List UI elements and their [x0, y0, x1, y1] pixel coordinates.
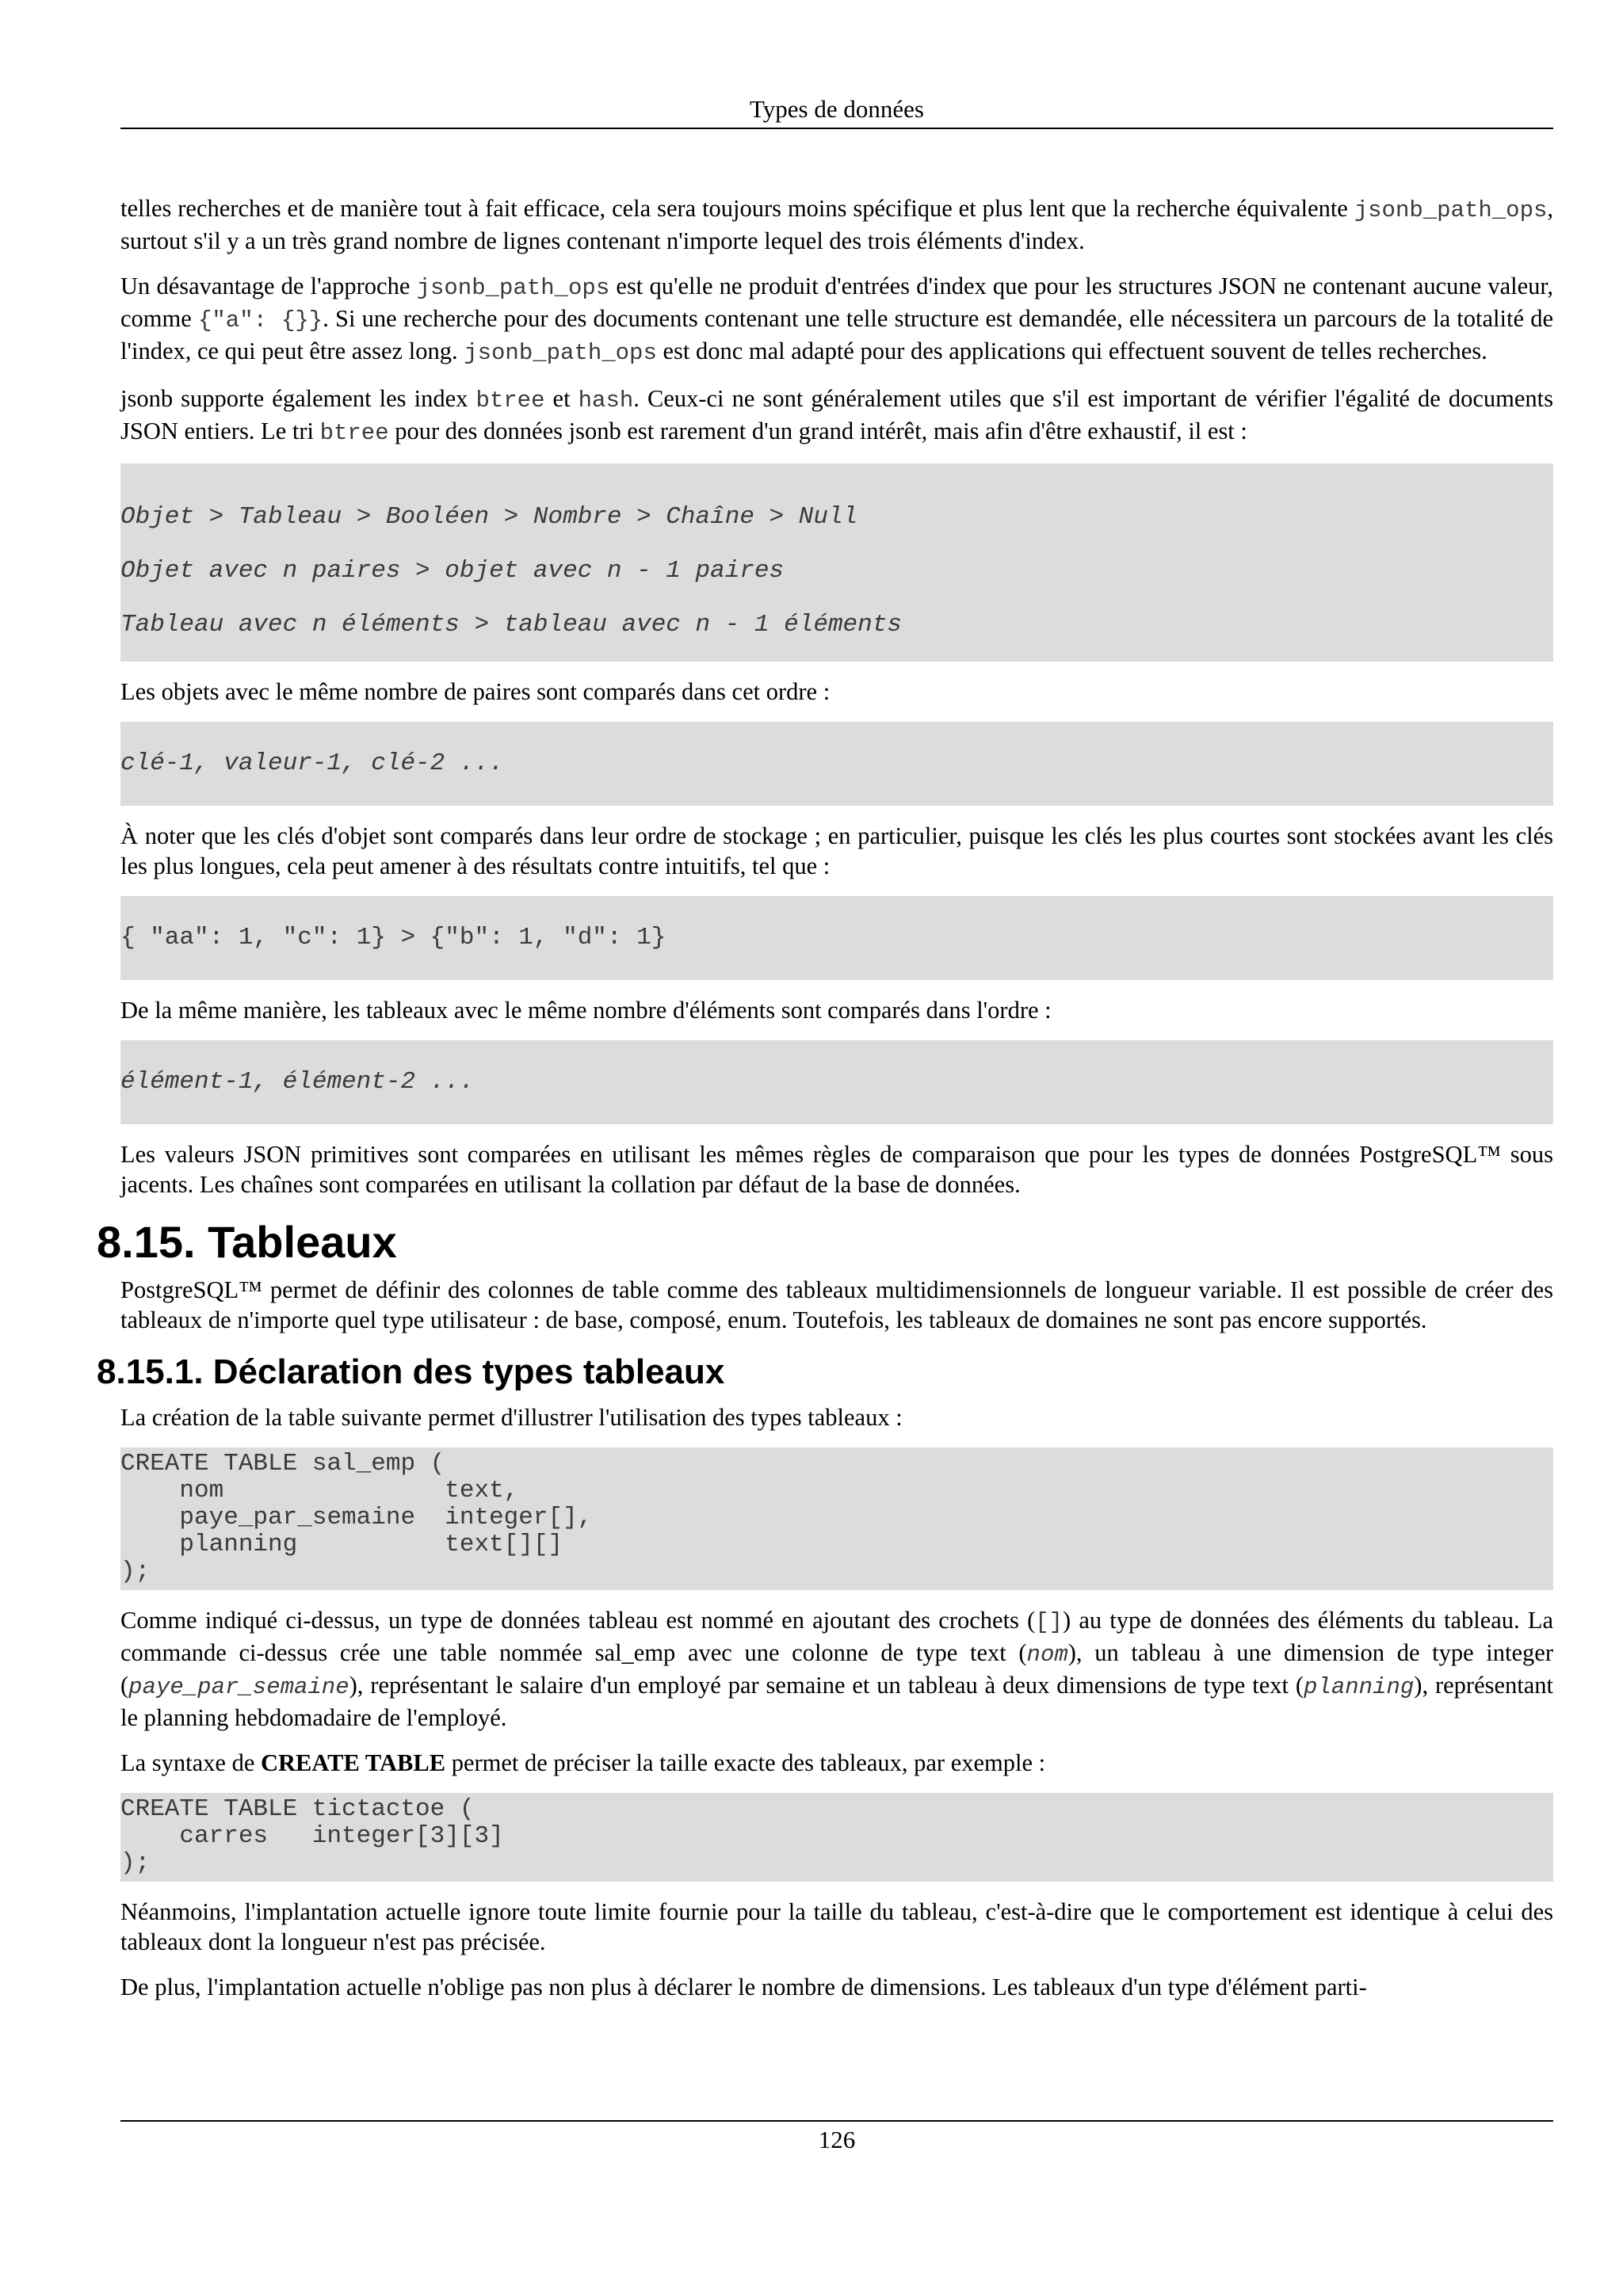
- paragraph-create-table-syntax: La syntaxe de CREATE TABLE permet de préciser la taille exacte des tableaux, par exemple :: [120, 1749, 1046, 1776]
- object-comparison-example: [120, 896, 1553, 980]
- code-block-tictactoe: CREATE TABLE tictactoe ( carres integer[3][3] );: [120, 1793, 1553, 1882]
- paragraph-create-table-intro: La création de la table suivante permet d'illustrer l'utilisation des types tableaux :: [120, 1404, 903, 1431]
- paragraph-array-type-naming: Comme indiqué ci-dessus, un type de données tableau est nommé en ajoutant des crochets ([]) au type de données des éléments du tableau. La commande ci-dessus crée une table nommée sal_emp avec une colonne de type text (nom), un tableau à une dimension de type integer (paye_par_semaine), représentant le salaire d'un employé par semaine et un tableau à deux dimensions de type text (planning), représentant le planning hebdomadaire de l'employé.: [120, 1607, 1553, 1731]
- paragraph-arrays-intro: PostgreSQL™ permet de définir des colonnes de table comme des tableaux multidimensionnels de longueur variable. Il est possible de créer des tableaux de n'importe quel type utilisateur : de base, composé, enum. Toutefois, les tableaux de domaines ne sont pas encore supportés.: [120, 1276, 1553, 1333]
- paragraph-btree-hash: jsonb supporte également les index btree et hash. Ceux-ci ne sont généralement utiles que s'il est important de vérifier l'égalité de documents JSON entiers. Le tri btree pour des données jsonb est rarement d'un grand intérêt, mais afin d'être exhaustif, il est :: [120, 385, 1554, 446]
- sort-order-line: Tableau avec n éléments > tableau avec n - 1 éléments: [120, 611, 902, 639]
- page-number: 126: [818, 2126, 856, 2153]
- running-header: Types de données: [750, 95, 924, 123]
- sort-order-block: [120, 463, 1553, 662]
- column-name: paye_par_semaine: [128, 1674, 349, 1700]
- header-rule: [120, 128, 1553, 129]
- object-comparison-line: { "aa": 1, "c": 1} > {"b": 1, "d": 1}: [120, 924, 666, 952]
- inline-code: []: [1035, 1609, 1064, 1635]
- section-heading: 8.15. Tableaux: [97, 1217, 397, 1267]
- paragraph-dimensions: De plus, l'implantation actuelle n'oblige pas non plus à déclarer le nombre de dimensions. Les tableaux d'un type d'élément parti-: [120, 1974, 1367, 2000]
- inline-code: btree: [475, 387, 545, 414]
- key-order-block: [120, 722, 1553, 806]
- code-block-sal-emp: CREATE TABLE sal_emp ( nom text, paye_par_semaine integer[], planning text[][] );: [120, 1447, 1553, 1590]
- element-order-block: [120, 1040, 1553, 1124]
- column-name: nom: [1026, 1642, 1068, 1668]
- sort-order-line: Objet avec n paires > objet avec n - 1 paires: [120, 557, 785, 585]
- column-name: planning: [1304, 1674, 1415, 1700]
- inline-code: btree: [319, 420, 389, 446]
- inline-code: jsonb_path_ops: [464, 340, 657, 366]
- inline-code: jsonb_path_ops: [1354, 197, 1548, 223]
- paragraph-jsonb-path-ops-search: telles recherches et de manière tout à fait efficace, cela sera toujours moins spécifique et plus lent que la recherche équivalente jsonb_path_ops, surtout s'il y a un très grand nombre de lignes contenant n'importe lequel des trois éléments d'index.: [120, 195, 1553, 254]
- paragraph-object-pairs: Les objets avec le même nombre de paires sont comparés dans cet ordre :: [120, 678, 831, 705]
- footer-rule: [120, 2120, 1553, 2122]
- element-order-line: élément-1, élément-2 ...: [120, 1068, 475, 1096]
- paragraph-array-elements: De la même manière, les tableaux avec le même nombre d'éléments sont comparés dans l'ordre :: [120, 997, 1052, 1024]
- inline-code: jsonb_path_ops: [416, 275, 610, 301]
- paragraph-primitive-values: Les valeurs JSON primitives sont comparées en utilisant les mêmes règles de comparaison que pour les types de données PostgreSQL™ sous jacents. Les chaînes sont comparées en utilisant la collation par défaut de la base de données.: [120, 1141, 1553, 1198]
- page-content: [97, 193, 1554, 2017]
- subsection-heading: 8.15.1. Déclaration des types tableaux: [97, 1352, 725, 1391]
- paragraph-key-storage-order: À noter que les clés d'objet sont comparés dans leur ordre de stockage ; en particulier, puisque les clés les plus courtes sont stockées avant les clés les plus longues, cela peut amener à des résultats contre intuitifs, tel que :: [120, 822, 1553, 879]
- paragraph-size-limit-ignored: Néanmoins, l'implantation actuelle ignore toute limite fournie pour la taille du tableau, c'est-à-dire que le comportement est identique à celui des tableaux dont la longueur n'est pas précisée.: [120, 1898, 1553, 1955]
- key-order-line: clé-1, valeur-1, clé-2 ...: [120, 749, 504, 777]
- paragraph-jsonb-path-ops-disadvantage: Un désavantage de l'approche jsonb_path_ops est qu'elle ne produit d'entrées d'index que pour les structures JSON ne contenant aucune valeur, comme {"a": {}}. Si une recherche pour des documents contenant une telle structure est demandée, elle nécessitera un parcours de la totalité de l'index, ce qui peut être assez long. jsonb_path_ops est donc mal adapté pour des applications qui effectuent souvent de telles recherches.: [120, 273, 1553, 366]
- inline-code: hash: [578, 387, 634, 414]
- inline-code: {"a": {}}: [197, 307, 323, 334]
- bold-command: CREATE TABLE: [261, 1749, 446, 1776]
- sort-order-line: Objet > Tableau > Booléen > Nombre > Chaîne > Null: [120, 503, 858, 531]
